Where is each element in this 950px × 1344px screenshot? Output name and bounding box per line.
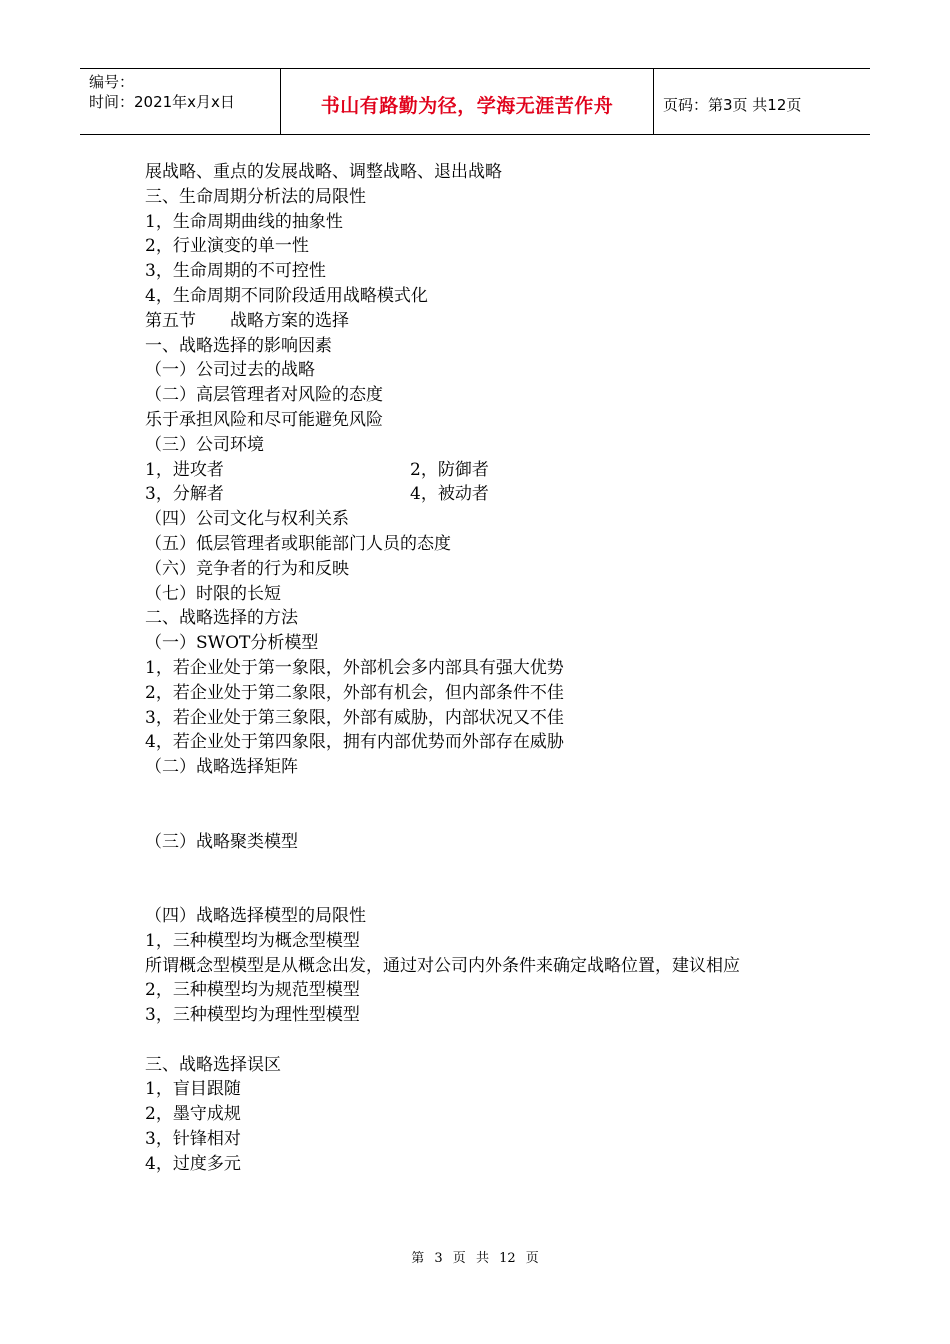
subsection-heading: （四）战略选择模型的局限性	[145, 905, 366, 926]
header-page-info: 页码：第3页 共12页	[663, 96, 802, 114]
list-row	[145, 458, 825, 483]
subsection-heading: （一）SWOT分析模型	[145, 633, 319, 654]
subsection-heading: （三）公司环境	[145, 434, 264, 455]
list-item: 2，三种模型均为规范型模型	[145, 980, 360, 1001]
footer-text: 页	[452, 1251, 466, 1266]
list-item: 3，生命周期的不可控性	[145, 261, 326, 282]
subsection-heading: （二）高层管理者对风险的态度	[145, 385, 383, 406]
subsection-heading: （三）战略聚类模型	[145, 831, 298, 852]
text-line: 乐于承担风险和尽可能避免风险	[145, 409, 383, 430]
list-item: 1，生命周期曲线的抽象性	[145, 211, 343, 232]
subsection-heading: （二）战略选择矩阵	[145, 757, 298, 778]
text-line: 展战略、重点的发展战略、调整战略、退出战略	[145, 162, 502, 182]
list-item: 4，被动者	[410, 484, 489, 505]
subsection-heading: （七）时限的长短	[145, 583, 281, 604]
header-motto: 书山有路勤为径，学海无涯苦作舟	[281, 69, 654, 134]
list-item: 4，若企业处于第四象限，拥有内部优势而外部存在威胁	[145, 732, 564, 753]
footer-text: 共	[475, 1251, 489, 1266]
section-heading: 一、战略选择的影响因素	[145, 335, 332, 356]
list-item: 1，进攻者	[145, 459, 224, 480]
document-number-label: 编号：	[89, 73, 135, 91]
list-item: 2，行业演变的单一性	[145, 236, 309, 257]
document-body	[145, 160, 825, 1177]
list-item: 4，过度多元	[145, 1153, 241, 1174]
document-date: 时间：2021年x月x日	[89, 93, 235, 111]
section-heading: 三、生命周期分析法的局限性	[145, 186, 366, 207]
list-item: 1，三种模型均为概念型模型	[145, 930, 360, 951]
subsection-heading: （六）竞争者的行为和反映	[145, 558, 349, 579]
list-item: 2，墨守成规	[145, 1104, 241, 1125]
list-row	[145, 482, 825, 507]
page-header	[80, 68, 870, 135]
subsection-heading: （一）公司过去的战略	[145, 360, 315, 381]
total-page-number: 12	[499, 1251, 516, 1266]
list-item: 3，分解者	[145, 484, 224, 505]
page-footer	[0, 1247, 950, 1266]
footer-text: 第	[411, 1251, 425, 1266]
section-heading: 三、战略选择误区	[145, 1054, 281, 1075]
footer-text: 页	[525, 1251, 539, 1266]
subsection-heading: （五）低层管理者或职能部门人员的态度	[145, 533, 451, 554]
current-page-number: 3	[434, 1251, 443, 1266]
list-item: 3，三种模型均为理性型模型	[145, 1005, 360, 1026]
list-item: 3，针锋相对	[145, 1129, 241, 1150]
subsection-heading: （四）公司文化与权利关系	[145, 509, 349, 530]
list-item: 2，若企业处于第二象限，外部有机会，但内部条件不佳	[145, 682, 564, 703]
list-item: 3，若企业处于第三象限，外部有威胁，内部状况又不佳	[145, 707, 564, 728]
list-item: 2，防御者	[410, 459, 489, 480]
paragraph: 所谓概念型模型是从概念出发，通过对公司内外条件来确定战略位置，建议相应	[145, 955, 740, 976]
section-heading: 二、战略选择的方法	[145, 608, 298, 629]
list-item: 1，若企业处于第一象限，外部机会多内部具有强大优势	[145, 657, 564, 678]
header-meta	[80, 69, 281, 134]
list-item: 4，生命周期不同阶段适用战略模式化	[145, 285, 428, 306]
chapter-heading: 第五节 战略方案的选择	[145, 310, 349, 331]
list-item: 1，盲目跟随	[145, 1079, 241, 1100]
